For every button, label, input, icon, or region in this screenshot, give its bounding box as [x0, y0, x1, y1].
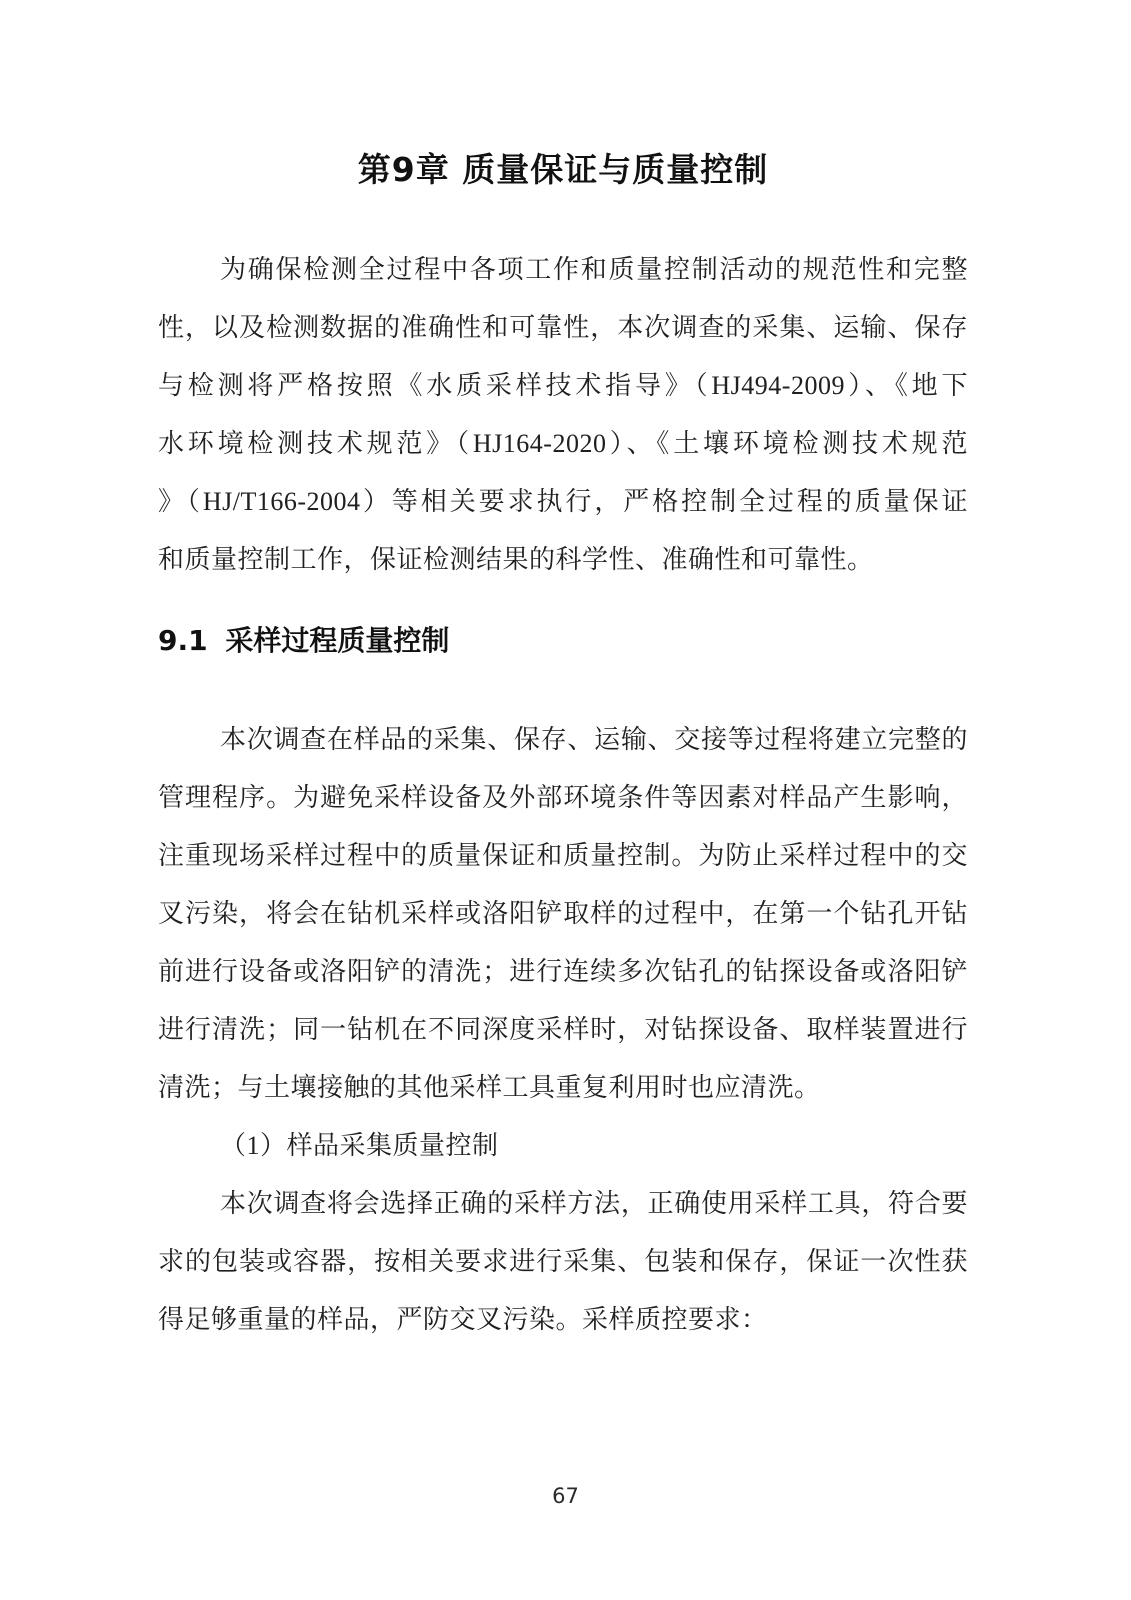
text-line: 与检测将严格按照《水质采样技术指导》（HJ494-2009）、《地下: [158, 371, 968, 400]
sampling-qc-paragraph: [158, 711, 968, 1117]
chapter-title: 第9章 质量保证与质量控制: [357, 150, 769, 189]
text-line: 为确保检测全过程中各项工作和质量控制活动的规范性和完整: [220, 255, 968, 284]
intro-paragraph: [158, 241, 968, 589]
page-number: 67: [552, 1484, 579, 1508]
list-item-sample-collection-qc: （1）样品采集质量控制: [220, 1131, 499, 1160]
text-line: 叉污染，将会在钻机采样或洛阳铲取样的过程中，在第一个钻孔开钻: [158, 899, 968, 928]
text-line: 得足够重量的样品，严防交叉污染。采样质控要求：: [158, 1305, 768, 1334]
text-line: 注重现场采样过程中的质量保证和质量控制。为防止采样过程中的交: [158, 841, 968, 870]
text-line: 水环境检测技术规范》（HJ164-2020）、《土壤环境检测技术规范: [158, 429, 968, 458]
section-heading-9-1: 9.1 采样过程质量控制: [158, 624, 450, 657]
text-line: 进行清洗；同一钻机在不同深度采样时，对钻探设备、取样装置进行: [158, 1015, 968, 1044]
text-line: 管理程序。为避免采样设备及外部环境条件等因素对样品产生影响，: [158, 783, 968, 812]
sample-collection-paragraph: [158, 1175, 968, 1349]
text-line: 和质量控制工作，保证检测结果的科学性、准确性和可靠性。: [158, 545, 874, 574]
text-line: 》（HJ/T166-2004）等相关要求执行，严格控制全过程的质量保证: [158, 487, 968, 516]
text-line: 前进行设备或洛阳铲的清洗；进行连续多次钻孔的钻探设备或洛阳铲: [158, 957, 968, 986]
text-line: 本次调查在样品的采集、保存、运输、交接等过程将建立完整的: [220, 725, 968, 754]
text-line: 本次调查将会选择正确的采样方法，正确使用采样工具，符合要: [220, 1189, 968, 1218]
text-line: 求的包装或容器，按相关要求进行采集、包装和保存，保证一次性获: [158, 1247, 968, 1276]
text-line: 清洗；与土壤接触的其他采样工具重复利用时也应清洗。: [158, 1073, 821, 1102]
text-line: 性，以及检测数据的准确性和可靠性，本次调查的采集、运输、保存: [158, 313, 968, 342]
